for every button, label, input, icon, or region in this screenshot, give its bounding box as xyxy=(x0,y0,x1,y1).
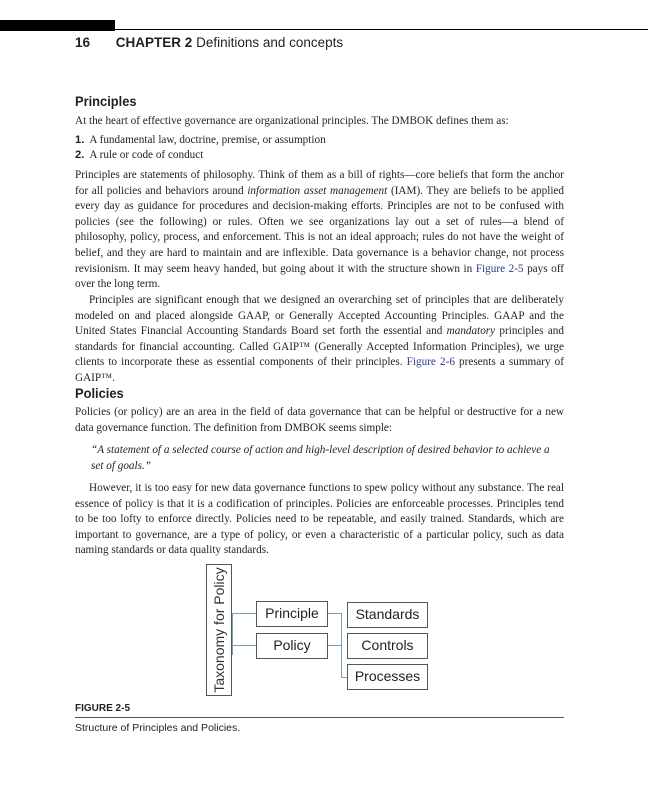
connector-line xyxy=(232,613,256,614)
figure-label: FIGURE 2-5 xyxy=(75,703,131,714)
policy-box: Policy xyxy=(256,633,328,659)
page-number: 16 xyxy=(75,35,91,50)
chapter-label: CHAPTER 2 xyxy=(115,35,193,50)
connector-line xyxy=(232,645,256,646)
connector-line xyxy=(326,613,341,614)
policies-paragraph-2: However, it is too easy for new data governance functions to spew policy without any substance. The real essence of policy is that it is a codification of principles. Policies are enforceable processes. Principles tend to be too lofty to enforce directly. Policies need to be repeatable, and easily trained. Standards, which are important to governance, are a type of policy, or even a characteristic of a particular policy, such as data naming standards or data quality standards. xyxy=(75,482,564,557)
header-rule xyxy=(0,29,648,30)
policies-heading: Policies xyxy=(75,385,124,401)
processes-box: Processes xyxy=(347,664,428,690)
list-item: 1. A fundamental law, doctrine, premise, or assumption xyxy=(75,134,326,146)
dmbok-quote: “A statement of a selected course of action and high-level description of desired behavior to achieve a set of goals.” xyxy=(91,444,550,472)
principles-intro: At the heart of effective governance are organizational principles. The DMBOK defines them as: xyxy=(75,115,509,127)
controls-box: Controls xyxy=(347,633,428,659)
standards-box: Standards xyxy=(347,602,428,628)
connector-line xyxy=(232,613,233,655)
running-head xyxy=(75,35,343,50)
figure-caption: Structure of Principles and Policies. xyxy=(75,722,241,734)
list-item: 2. A rule or code of conduct xyxy=(75,149,204,161)
connector-line xyxy=(341,613,342,677)
taxonomy-label-box: Taxonomy for Policy xyxy=(206,564,232,696)
principle-box: Principle xyxy=(256,601,328,627)
definition-list xyxy=(75,133,326,163)
chapter-title: Definitions and concepts xyxy=(196,35,344,50)
figure-rule xyxy=(75,717,564,718)
principles-paragraph-2: Principles are significant enough that we designed an overarching set of principles that are deliberately modeled on and placed alongside GAAP, or Generally Accepted Accounting Principles. GAAP and the United States Financial Accounting Standards Board set forth the essential and mandatory principles and standards for financial accounting. Called GAIP™ (Generally Accepted Information Principles), we urge clients to incorporate these as essential components of their principles. Figure 2-6 presents a summary of GAIP™. xyxy=(75,294,564,384)
principles-heading: Principles xyxy=(75,93,137,109)
figure-2-5-link[interactable]: Figure 2-5 xyxy=(475,262,524,275)
policies-paragraph-1: Policies (or policy) are an area in the field of data governance that can be helpful or destructive for a new data governance function. The definition from DMBOK seems simple: xyxy=(75,406,564,434)
connector-line xyxy=(326,645,341,646)
principles-paragraph-1: Principles are statements of philosophy. Think of them as a bill of rights—core beliefs that form the anchor for all policies and behaviors around information asset management (IAM). They are beliefs to be applied every day as guidance for procedures and decision-making efforts. Principles are not to be confused with policies (see the following) or rules. Often we see organizations lay out a set of rules—a blend of philosophy, policy, process, and enforcement. This is not an ideal approach; rules do not have the weight of belief, and they are hard to maintain and are inflexible. Data governance is a behavior change, not process revisionism. It may seem heavy handed, but going about it with the structure shown in Figure 2-5 pays off over the long term. xyxy=(75,169,564,291)
figure-2-6-link[interactable]: Figure 2-6 xyxy=(406,356,455,369)
